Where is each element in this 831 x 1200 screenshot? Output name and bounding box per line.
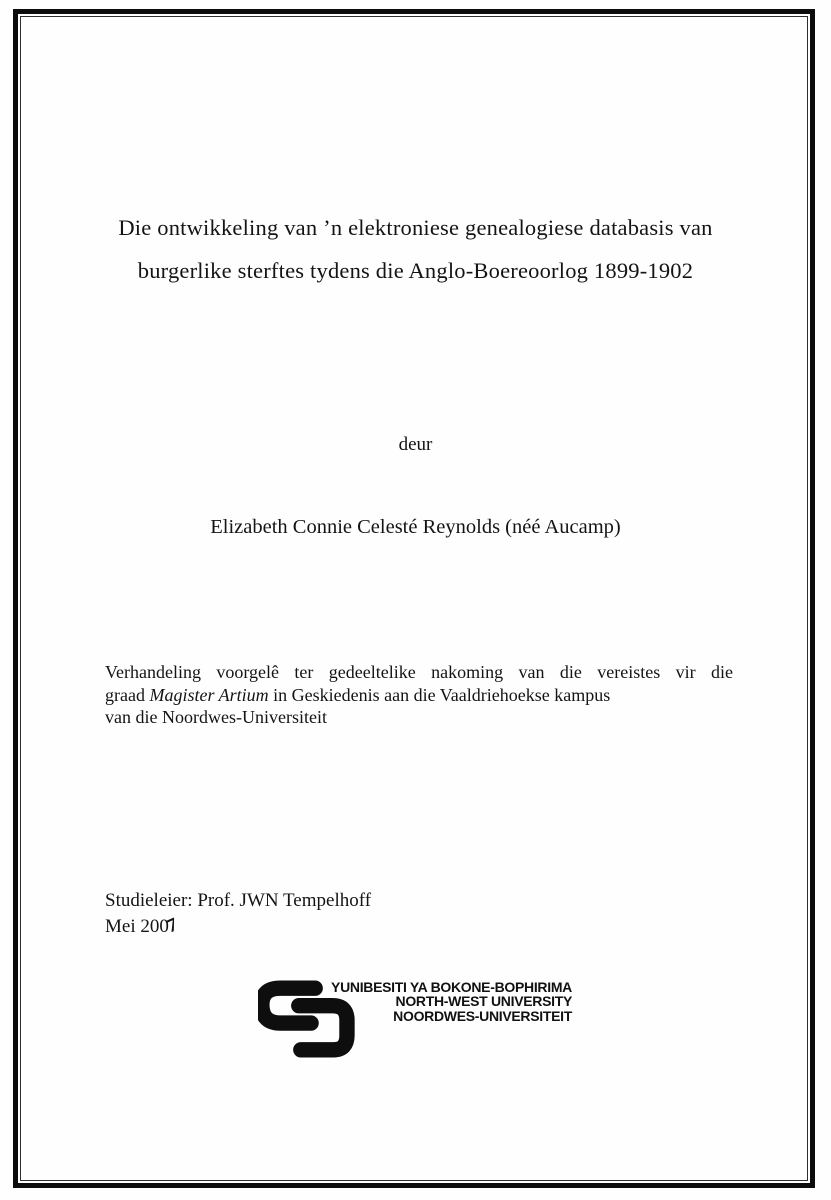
university-name-afrikaans: NOORDWES-UNIVERSITEIT — [393, 1007, 572, 1024]
title-line-2: burgerlike sterftes tydens die Anglo-Boereoorlog 1899-1902 — [137, 258, 694, 283]
statement-line-2 — [105, 684, 733, 707]
statement-line-1: Verhandeling voorgelê ter gedeeltelike nakoming van die vereistes vir die — [105, 662, 733, 682]
page-title — [0, 206, 831, 292]
statement-line-2-prefix: graad — [105, 684, 150, 705]
title-line-1: Die ontwikkeling van ’n elektroniese genealogiese databasis van — [118, 215, 713, 240]
university-logo — [258, 979, 578, 1059]
date-prefix: Mei 200 — [105, 916, 169, 937]
degree-name: Magister Artium — [149, 684, 269, 705]
university-name-setswana: YUNIBESITI YA BOKONE-BOPHIRIMA — [331, 979, 572, 995]
degree-statement — [105, 661, 733, 729]
university-name-english: NORTH-WEST UNIVERSITY — [395, 993, 572, 1010]
statement-line-2-suffix: in Geskiedenis aan die Vaaldriehoekse kampus — [268, 684, 611, 705]
supervisor-block — [105, 888, 371, 940]
date-line — [105, 914, 371, 940]
byline: deur — [398, 434, 433, 455]
author-name: Elizabeth Connie Celesté Reynolds (néé Aucamp) — [210, 516, 621, 538]
university-name-block — [320, 980, 572, 1023]
handwritten-seven: 7 — [162, 914, 182, 938]
supervisor-line: Studieleier: Prof. JWN Tempelhoff — [105, 890, 372, 911]
statement-line-3: van die Noordwes-Universiteit — [105, 707, 327, 727]
